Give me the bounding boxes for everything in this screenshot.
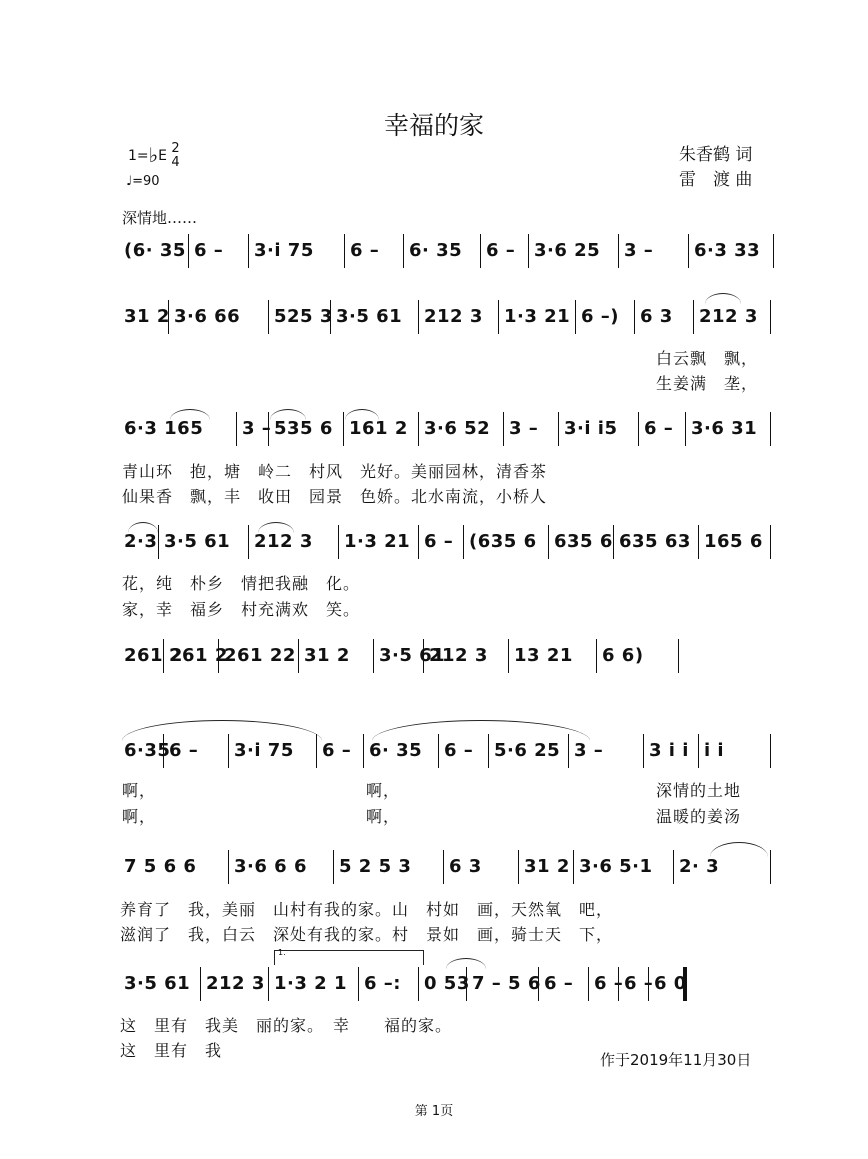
barline	[634, 300, 635, 334]
barline	[418, 412, 419, 446]
score-system	[118, 637, 778, 675]
barline	[343, 412, 344, 446]
measure-notes: 6 –	[424, 531, 454, 552]
barline	[698, 525, 699, 559]
barline	[418, 967, 419, 1001]
tempo-marking: ♩=90	[126, 174, 160, 189]
lyric-line: 滋润了 我，白云 深处有我的家。村 景如 画，骑士天 下，	[120, 925, 614, 944]
lyric-line: 这 里有 我美 丽的家。 幸 福的家。	[120, 1016, 453, 1035]
lyric-line: 啊，	[366, 781, 401, 800]
barline	[466, 967, 467, 1001]
measure-notes: 3·i i5	[564, 418, 618, 439]
barline	[236, 412, 237, 446]
time-denominator: 4	[171, 155, 180, 170]
barline	[344, 234, 345, 268]
measure-notes: 3 –	[624, 240, 654, 261]
barline	[770, 850, 771, 884]
measure-notes: 1·3 21	[504, 306, 571, 327]
barline	[338, 525, 339, 559]
barline	[548, 525, 549, 559]
slur-arc	[705, 293, 741, 304]
measure-notes: 3·6 66	[174, 306, 241, 327]
slur-arc	[122, 720, 322, 741]
score-system	[118, 232, 778, 270]
score-system	[118, 410, 778, 448]
measure-notes: 6·3 33	[694, 240, 761, 261]
barline	[683, 967, 687, 1001]
lyric-line: 深情的土地	[656, 781, 742, 800]
measure-notes: 7 5 6 6	[124, 856, 197, 877]
barline	[333, 850, 334, 884]
measure-notes: 3·5 61	[336, 306, 403, 327]
lyric-line: 生姜满 垄，	[656, 374, 759, 393]
measure-notes: 6 –	[544, 973, 574, 994]
measure-notes: 31 2	[124, 306, 170, 327]
barline	[673, 850, 674, 884]
measure-notes: 3·i 75	[234, 740, 294, 761]
barline	[358, 967, 359, 1001]
barline	[158, 525, 159, 559]
song-title: 幸福的家	[383, 111, 484, 140]
measure-notes: 3·6 52	[424, 418, 491, 439]
barline	[423, 639, 424, 673]
measure-notes: 635 63	[619, 531, 691, 552]
page-number: 第 1页	[414, 1104, 454, 1119]
barline	[518, 850, 519, 884]
barline	[363, 734, 364, 768]
measure-notes: 3·5 61	[124, 973, 191, 994]
barline	[200, 967, 201, 1001]
barline	[638, 412, 639, 446]
key-note: E	[158, 148, 167, 164]
slur-arc	[710, 842, 768, 857]
barline	[588, 967, 589, 1001]
measure-notes: 3·6 5·1	[579, 856, 653, 877]
measure-notes: 6 –	[486, 240, 516, 261]
barline	[685, 412, 686, 446]
lyric-line: 青山环 抱，塘 岭二 村风 光好。美丽园林，清香茶	[122, 462, 548, 481]
score-system	[118, 523, 778, 561]
measure-notes: (6· 35	[124, 240, 186, 261]
measure-notes: 6 –	[169, 740, 199, 761]
measure-notes: 3 –	[242, 418, 272, 439]
measure-notes: 5 2 5 3	[339, 856, 412, 877]
measure-notes: 212 3	[429, 645, 488, 666]
barline	[770, 734, 771, 768]
measure-notes: 261 2	[169, 645, 228, 666]
barline	[418, 525, 419, 559]
barline	[268, 412, 269, 446]
measure-notes: 6·3 165	[124, 418, 204, 439]
barline	[218, 639, 219, 673]
composer: 雷 渡 曲	[679, 170, 753, 190]
time-signature	[171, 142, 179, 170]
barline	[770, 525, 771, 559]
lyric-line: 温暖的姜汤	[656, 807, 742, 826]
barline	[648, 967, 649, 1001]
barline	[773, 234, 774, 268]
barline	[538, 967, 539, 1001]
measure-notes: 6 –	[594, 973, 624, 994]
lyric-line: 啊，	[122, 807, 157, 826]
key-signature	[128, 142, 180, 170]
measure-notes: 13 21	[514, 645, 573, 666]
measure-notes: 6 –	[644, 418, 674, 439]
barline	[248, 525, 249, 559]
measure-notes: 6 6)	[602, 645, 644, 666]
measure-notes: 3 –	[509, 418, 539, 439]
lyric-line: 家，幸 福乡 村充满欢 笑。	[122, 600, 361, 619]
barline	[613, 525, 614, 559]
measure-notes: 3·i 75	[254, 240, 314, 261]
lyric-line: 这 里有 我	[120, 1041, 223, 1060]
measure-notes: 212 3	[254, 531, 313, 552]
barline	[643, 734, 644, 768]
barline	[480, 234, 481, 268]
barline	[508, 639, 509, 673]
volta-label: 1.	[278, 948, 286, 957]
measure-notes: 2· 3	[679, 856, 720, 877]
slur-arc	[446, 958, 486, 969]
barline	[618, 234, 619, 268]
score-system	[118, 298, 778, 336]
barline	[618, 967, 619, 1001]
barline	[418, 300, 419, 334]
barline	[268, 967, 269, 1001]
measure-notes: 6 3	[449, 856, 482, 877]
barline	[678, 639, 679, 673]
barline	[248, 234, 249, 268]
measure-notes: 6 –	[350, 240, 380, 261]
measure-notes: 6· 35	[409, 240, 463, 261]
measure-notes: 31 2	[524, 856, 570, 877]
measure-notes: 1·3 2 1	[274, 973, 347, 994]
barline	[770, 412, 771, 446]
measure-notes: 6 –	[624, 973, 654, 994]
barline	[298, 639, 299, 673]
time-numerator: 2	[171, 141, 180, 156]
measure-notes: 31 2	[304, 645, 350, 666]
measure-notes: 6·35	[124, 740, 171, 761]
measure-notes: 2·3	[124, 531, 158, 552]
score-system	[118, 965, 778, 1003]
key-prefix: 1=	[128, 148, 149, 164]
expression-marking: 深情地……	[122, 209, 198, 227]
barline	[330, 300, 331, 334]
measure-notes: 165 6	[704, 531, 763, 552]
lyric-line: 啊，	[366, 807, 401, 826]
measure-notes: 3·5 61	[379, 645, 446, 666]
measure-notes: 6 0	[654, 973, 687, 994]
measure-notes: 6 3	[640, 306, 673, 327]
barline	[188, 234, 189, 268]
measure-notes: i i	[704, 740, 725, 761]
barline	[373, 639, 374, 673]
barline	[693, 300, 694, 334]
barline	[268, 300, 269, 334]
measure-notes: 6· 35	[369, 740, 423, 761]
measure-notes: 6 –:	[364, 973, 401, 994]
score-system	[118, 848, 778, 886]
measure-notes: 3·6 6 6	[234, 856, 307, 877]
lyric-line: 养育了 我，美丽 山村有我的家。山 村如 画，天然氧 吧，	[120, 900, 614, 919]
measure-notes: 261 2	[124, 645, 183, 666]
measure-notes: 6 –	[322, 740, 352, 761]
measure-notes: 1·3 21	[344, 531, 411, 552]
barline	[558, 412, 559, 446]
barline	[688, 234, 689, 268]
flat-sign: ♭	[148, 143, 159, 167]
barline	[528, 234, 529, 268]
barline	[163, 639, 164, 673]
lyric-line: 白云飘 飘，	[656, 349, 759, 368]
barline	[498, 300, 499, 334]
barline	[463, 525, 464, 559]
barline	[575, 300, 576, 334]
measure-notes: 6 –	[194, 240, 224, 261]
barline	[596, 639, 597, 673]
lyric-line: 仙果香 飘，丰 收田 园景 色娇。北水南流，小桥人	[122, 487, 548, 506]
measure-notes: 7 – 5 6	[472, 973, 541, 994]
measure-notes: 212 3	[206, 973, 265, 994]
barline	[228, 850, 229, 884]
barline	[770, 300, 771, 334]
barline	[403, 234, 404, 268]
measure-notes: 0 53	[424, 973, 470, 994]
measure-notes: 635 6	[554, 531, 613, 552]
measure-notes: 3 i i	[649, 740, 689, 761]
lyric-line: 啊，	[122, 781, 157, 800]
measure-notes: 261 22	[224, 645, 296, 666]
barline	[573, 850, 574, 884]
measure-notes: 212 3	[699, 306, 758, 327]
lyricist: 朱香鹤 词	[679, 145, 753, 165]
measure-notes: 3·6 31	[691, 418, 758, 439]
composition-date: 作于2019年11月30日	[600, 1051, 752, 1069]
barline	[503, 412, 504, 446]
measure-notes: 212 3	[424, 306, 483, 327]
measure-notes: 6 –	[444, 740, 474, 761]
measure-notes: 5·6 25	[494, 740, 561, 761]
measure-notes: 525 3	[274, 306, 333, 327]
measure-notes: 6 –)	[581, 306, 620, 327]
lyric-line: 花，纯 朴乡 情把我融 化。	[122, 574, 361, 593]
slur-arc	[372, 720, 590, 741]
measure-notes: 161 2	[349, 418, 408, 439]
barline	[698, 734, 699, 768]
measure-notes: 3·5 61	[164, 531, 231, 552]
barline	[168, 300, 169, 334]
volta-bracket	[274, 950, 424, 965]
barline	[443, 850, 444, 884]
measure-notes: 535 6	[274, 418, 333, 439]
measure-notes: (635 6	[469, 531, 537, 552]
measure-notes: 3 –	[574, 740, 604, 761]
credits	[679, 143, 752, 193]
measure-notes: 3·6 25	[534, 240, 601, 261]
